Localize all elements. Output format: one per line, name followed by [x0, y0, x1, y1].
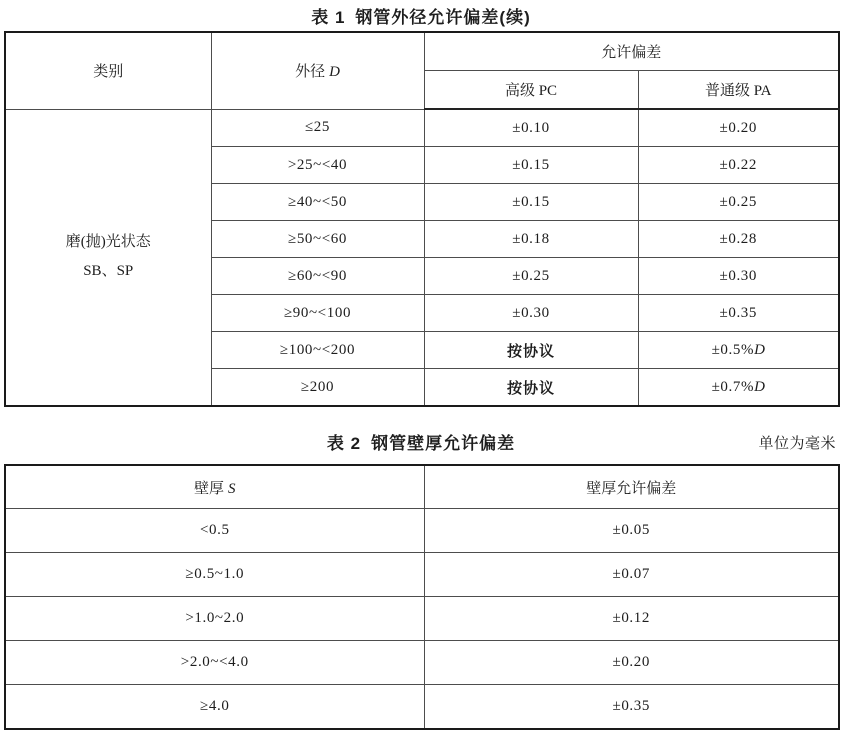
thickness-tolerance-cell: ±0.35 [424, 685, 839, 730]
pa-tolerance-cell: ±0.5%D [638, 332, 839, 369]
diameter-symbol: D [754, 378, 765, 395]
table-row [5, 509, 839, 553]
thickness-range-cell: <0.5 [5, 509, 424, 553]
pc-tolerance-cell: ±0.30 [424, 295, 638, 332]
thickness-tolerance-cell: ±0.07 [424, 553, 839, 597]
table-row [5, 553, 839, 597]
diameter-symbol: D [754, 341, 765, 358]
table2-wall-thickness-tolerance [4, 464, 840, 730]
table1-caption [4, 7, 838, 31]
diameter-range-cell: ≥50~<60 [211, 221, 424, 258]
table-row [5, 597, 839, 641]
thickness-tolerance-cell: ±0.20 [424, 641, 839, 685]
table2-caption-number: 表 2 [326, 434, 362, 453]
pc-tolerance-cell: ±0.15 [424, 184, 638, 221]
unit-note: 单位为毫米 [758, 436, 836, 452]
table2-caption [4, 433, 838, 455]
pc-tolerance-cell: ±0.15 [424, 147, 638, 184]
pc-tolerance-cell: ±0.10 [424, 109, 638, 147]
pa-tolerance-cell: ±0.28 [638, 221, 839, 258]
diameter-symbol: D [329, 64, 340, 81]
diameter-range-cell: ≥200 [211, 369, 424, 407]
table1-caption-title: 钢管外径允许偏差(续) [355, 8, 531, 27]
pa-tolerance-cell: ±0.25 [638, 184, 839, 221]
col-header-grade-pc: 高级 PC [424, 71, 638, 110]
pa-tolerance-cell: ±0.20 [638, 109, 839, 147]
pa-tolerance-cell: ±0.7%D [638, 369, 839, 407]
table-row [5, 641, 839, 685]
col-header-outer-diameter: 外径 D [211, 32, 424, 109]
thickness-range-cell: ≥4.0 [5, 685, 424, 730]
col-header-category: 类别 [5, 32, 211, 109]
diameter-range-cell: ≥90~<100 [211, 295, 424, 332]
thickness-range-cell: >1.0~2.0 [5, 597, 424, 641]
document-page [0, 7, 842, 730]
pa-tolerance-cell: ±0.30 [638, 258, 839, 295]
thickness-tolerance-cell: ±0.05 [424, 509, 839, 553]
pc-tolerance-cell: 按协议 [424, 332, 638, 369]
thickness-range-cell: ≥0.5~1.0 [5, 553, 424, 597]
table-row [5, 109, 839, 147]
pc-tolerance-cell: ±0.25 [424, 258, 638, 295]
table-row [5, 685, 839, 730]
diameter-range-cell: ≤25 [211, 109, 424, 147]
diameter-range-cell: ≥40~<50 [211, 184, 424, 221]
pa-tolerance-cell: ±0.35 [638, 295, 839, 332]
table1-outer-diameter-tolerance [4, 31, 840, 407]
category-cell: 磨(抛)光状态 SB、SP [5, 109, 211, 406]
pc-tolerance-cell: ±0.18 [424, 221, 638, 258]
table1-caption-number: 表 1 [311, 8, 346, 27]
pc-tolerance-cell: 按协议 [424, 369, 638, 407]
diameter-range-cell: ≥100~<200 [211, 332, 424, 369]
thickness-tolerance-cell: ±0.12 [424, 597, 839, 641]
pa-tolerance-cell: ±0.22 [638, 147, 839, 184]
thickness-range-cell: >2.0~<4.0 [5, 641, 424, 685]
table2-caption-row [4, 433, 838, 455]
col-header-tolerance: 允许偏差 [424, 32, 839, 71]
col-header-wall-thickness: 壁厚 S [5, 465, 424, 509]
table1-header-row-1 [5, 32, 839, 71]
table2-caption-title: 钢管壁厚允许偏差 [371, 434, 516, 453]
diameter-range-cell: >25~<40 [211, 147, 424, 184]
col-header-wall-tolerance: 壁厚允许偏差 [424, 465, 839, 509]
table2-header-row [5, 465, 839, 509]
diameter-range-cell: ≥60~<90 [211, 258, 424, 295]
col-header-grade-pa: 普通级 PA [638, 71, 839, 110]
thickness-symbol: S [228, 480, 236, 497]
